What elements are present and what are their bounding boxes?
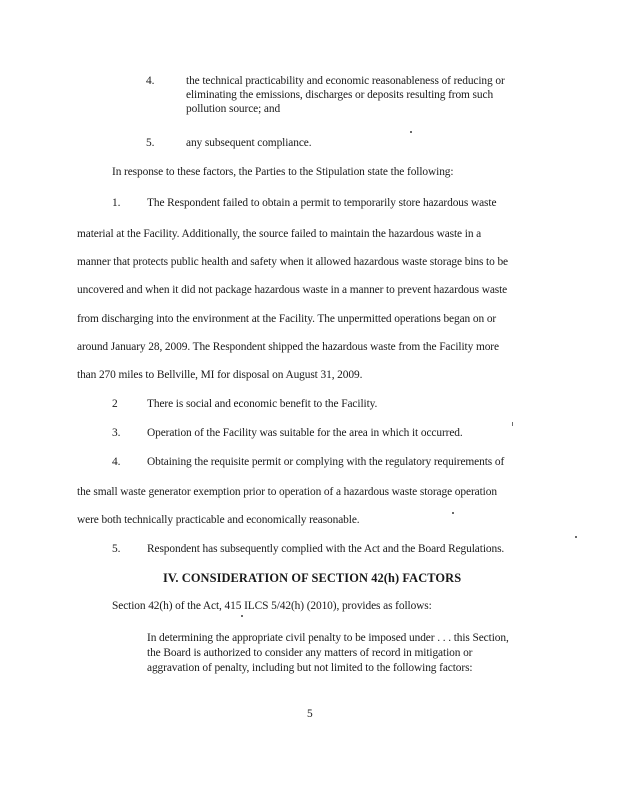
scan-speck [575,536,577,538]
list-item-line: any subsequent compliance. [186,137,312,149]
block-quote-line: the Board is authorized to consider any matters of record in mitigation or [147,647,473,659]
list-item-line: the technical practicability and economic reasonableness of reducing or [186,75,505,87]
response-number: 4. [112,456,121,468]
section-intro: Section 42(h) of the Act, 415 ILCS 5/42(h) (2010), provides as follows: [112,600,432,612]
response-line: material at the Facility. Additionally, the source failed to maintain the hazardous waste in a [77,228,482,240]
response-line: Operation of the Facility was suitable for the area in which it occurred. [147,427,463,439]
list-item-number: 5. [146,137,155,149]
block-quote-line: In determining the appropriate civil penalty to be imposed under . . . this Section, [147,632,509,644]
response-number: 3. [112,427,121,439]
response-line: from discharging into the environment at the Facility. The unpermitted operations began on or [77,313,497,325]
response-line: uncovered and when it did not package hazardous waste in a manner to prevent hazardous waste [77,284,508,296]
scan-speck [512,422,513,426]
intro-paragraph: In response to these factors, the Parties to the Stipulation state the following: [112,166,454,178]
response-line: Obtaining the requisite permit or complying with the regulatory requirements of [147,456,505,468]
page-number: 5 [307,708,313,720]
section-heading: IV. CONSIDERATION OF SECTION 42(h) FACTORS [163,571,462,585]
scan-speck [410,131,412,133]
scan-speck [452,512,454,514]
response-line: were both technically practicable and economically reasonable. [77,514,360,526]
response-line: There is social and economic benefit to the Facility. [147,398,378,410]
response-line: manner that protects public health and safety when it allowed hazardous waste storage bins to be [77,256,509,268]
response-line: than 270 miles to Bellville, MI for disposal on August 31, 2009. [77,369,363,381]
response-number: 1. [112,197,121,209]
list-item-line: pollution source; and [186,103,281,115]
response-line: The Respondent failed to obtain a permit to temporarily store hazardous waste [147,197,497,209]
list-item-number: 4. [146,75,155,87]
response-number: 5. [112,543,121,555]
list-item-line: eliminating the emissions, discharges or deposits resulting from such [186,89,494,101]
scan-speck [241,615,243,617]
response-number: 2 [112,398,118,410]
response-line: the small waste generator exemption prior to operation of a hazardous waste storage operation [77,486,497,498]
block-quote-line: aggravation of penalty, including but not limited to the following factors: [147,662,473,674]
response-line: Respondent has subsequently complied with the Act and the Board Regulations. [147,543,505,555]
response-line: around January 28, 2009. The Respondent shipped the hazardous waste from the Facility more [77,341,499,353]
